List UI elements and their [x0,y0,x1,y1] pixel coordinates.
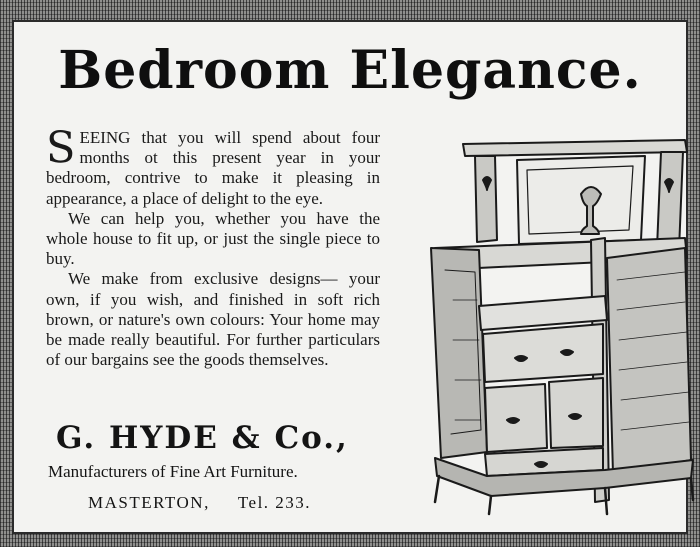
town: MASTERTON, [88,493,210,512]
paragraph-1 [46,123,380,209]
telephone: Tel. 233. [237,493,312,512]
dresser-illustration [395,130,695,520]
company-name: G. HYDE & Co., [56,420,349,456]
address-line [88,492,388,514]
advert-body [46,123,380,370]
headline: Bedroom Elegance. [58,40,642,101]
paragraph-3: We make from exclusive designs— your own, if you wish, and finished in soft rich brown, or nature's own colours: Your home may be made really beautiful. For further particulars of our bargains see the goods themselves. [46,269,380,370]
paragraph-2: We can help you, whether you have the whole house to fit up, or just the single piece to buy. [46,208,380,269]
drop-cap: S [46,123,76,173]
paragraph-1-text: EEING that you will spend about four months ot this present year in your bedroom, contrive to make it pleasing in appearance, a place of delight to the eye. [46,128,380,208]
company-tagline: Manufacturers of Fine Art Furniture. [48,462,298,481]
